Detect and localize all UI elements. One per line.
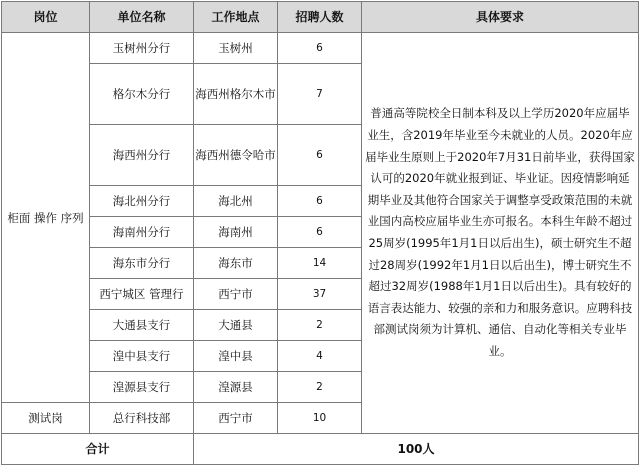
work-location: 西宁市 [194, 279, 278, 310]
hire-count: 6 [278, 125, 362, 186]
hire-count: 14 [278, 248, 362, 279]
work-location: 海南州 [194, 217, 278, 248]
work-location: 湟中县 [194, 341, 278, 372]
unit-name: 总行科技部 [90, 403, 194, 434]
header-unit: 单位名称 [90, 2, 194, 33]
work-location: 海西州格尔木市 [194, 64, 278, 125]
total-value: 100人 [194, 434, 639, 465]
total-label: 合计 [2, 434, 194, 465]
unit-name: 格尔木分行 [90, 64, 194, 125]
hire-count: 6 [278, 186, 362, 217]
unit-name: 海北州分行 [90, 186, 194, 217]
total-row [2, 434, 639, 465]
position-counter-ops: 柜面 操作 序列 [2, 33, 90, 403]
hire-count: 6 [278, 217, 362, 248]
work-location: 大通县 [194, 310, 278, 341]
position-test: 测试岗 [2, 403, 90, 434]
work-location: 海北州 [194, 186, 278, 217]
unit-name: 湟中县支行 [90, 341, 194, 372]
recruitment-table [1, 1, 639, 465]
hire-count: 6 [278, 33, 362, 64]
unit-name: 西宁城区 管理行 [90, 279, 194, 310]
hire-count: 10 [278, 403, 362, 434]
work-location: 海西州德令哈市 [194, 125, 278, 186]
hire-count: 2 [278, 372, 362, 403]
header-location: 工作地点 [194, 2, 278, 33]
hire-count: 37 [278, 279, 362, 310]
work-location: 海东市 [194, 248, 278, 279]
hire-count: 2 [278, 310, 362, 341]
header-requirements: 具体要求 [362, 2, 639, 33]
header-count: 招聘人数 [278, 2, 362, 33]
header-row [2, 2, 639, 33]
table-row [2, 33, 639, 64]
work-location: 玉树州 [194, 33, 278, 64]
unit-name: 玉树州分行 [90, 33, 194, 64]
requirements-text: 普通高等院校全日制本科及以上学历2020年应届毕业生，含2019年毕业至今未就业的人员。2020年应届毕业生原则上于2020年7月31日前毕业，获得国家认可的2020年就业报到证、毕业证。因疫情影响延期毕业及其他符合国家关于调整享受政策范围的未就业国内高校应届毕业生亦可报名。本科生年龄不超过25周岁(1995年1月1日以后出生)，硕士研究生不超过28周岁(1992年1月1日以后出生)，博士研究生不超过32周岁(1988年1月1日以后出生)。具有较好的语言表达能力、较强的亲和力和服务意识。应聘科技部测试岗须为计算机、通信、自动化等相关专业毕业。 [362, 33, 639, 434]
unit-name: 海南州分行 [90, 217, 194, 248]
unit-name: 海西州分行 [90, 125, 194, 186]
hire-count: 7 [278, 64, 362, 125]
work-location: 西宁市 [194, 403, 278, 434]
work-location: 湟源县 [194, 372, 278, 403]
unit-name: 海东市分行 [90, 248, 194, 279]
header-position: 岗位 [2, 2, 90, 33]
hire-count: 4 [278, 341, 362, 372]
unit-name: 湟源县支行 [90, 372, 194, 403]
unit-name: 大通县支行 [90, 310, 194, 341]
